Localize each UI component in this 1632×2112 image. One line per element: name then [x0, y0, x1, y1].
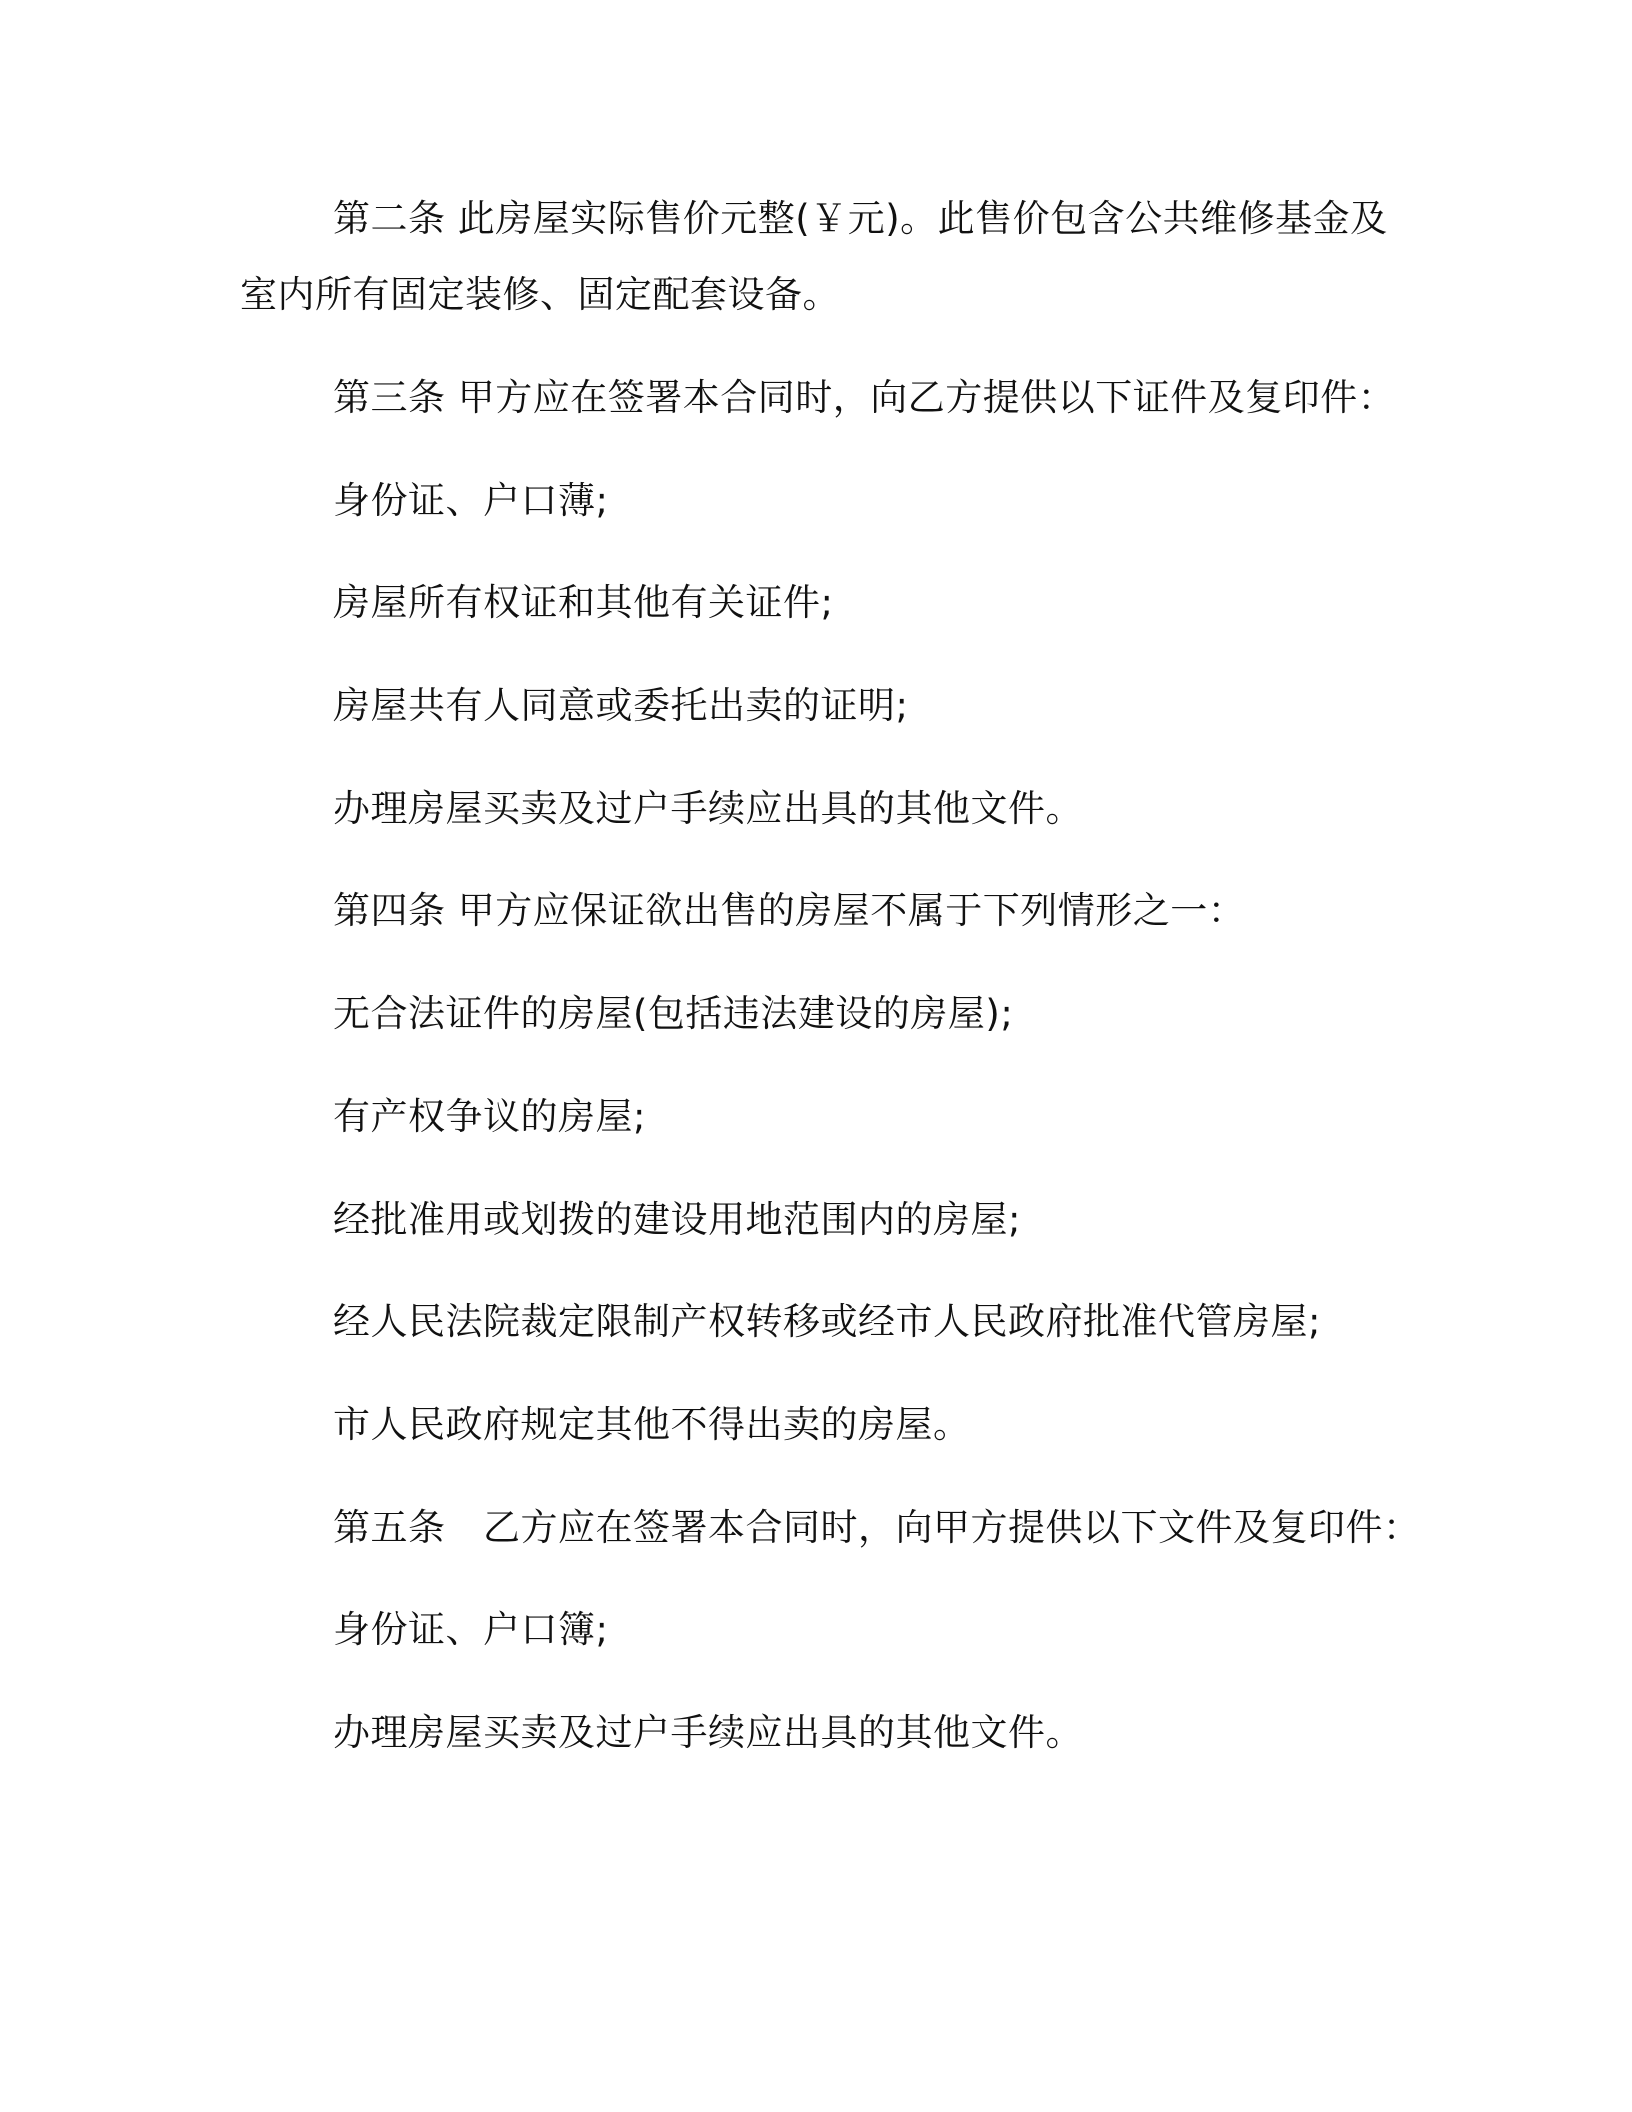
article-5-heading: 第五条 乙方应在签署本合同时，向甲方提供以下文件及复印件：	[333, 1506, 1421, 1549]
article-5-item-1: 身份证、户口簿;	[333, 1608, 609, 1651]
article-3-item-4: 办理房屋买卖及过户手续应出具的其他文件。	[333, 787, 1083, 830]
article-2-line-2: 室内所有固定装修、固定配套设备。	[240, 273, 840, 316]
article-4-item-1: 无合法证件的房屋(包括违法建设的房屋);	[333, 992, 1014, 1035]
article-4-item-4: 经人民法院裁定限制产权转移或经市人民政府批准代管房屋;	[333, 1300, 1321, 1343]
article-3-item-1: 身份证、户口薄;	[333, 479, 609, 522]
article-3-item-3: 房屋共有人同意或委托出卖的证明;	[333, 684, 909, 727]
article-2-line-1: 第二条 此房屋实际售价元整(￥元)。此售价包含公共维修基金及	[333, 197, 1388, 240]
article-4-item-2: 有产权争议的房屋;	[333, 1095, 646, 1138]
article-5-item-2: 办理房屋买卖及过户手续应出具的其他文件。	[333, 1711, 1083, 1754]
article-4-heading: 第四条 甲方应保证欲出售的房屋不属于下列情形之一：	[333, 889, 1246, 932]
article-4-item-3: 经批准用或划拨的建设用地范围内的房屋;	[333, 1198, 1021, 1241]
article-4-item-5: 市人民政府规定其他不得出卖的房屋。	[333, 1403, 971, 1446]
article-3-item-2: 房屋所有权证和其他有关证件;	[333, 581, 834, 624]
article-3-heading: 第三条 甲方应在签署本合同时，向乙方提供以下证件及复印件：	[333, 376, 1396, 419]
